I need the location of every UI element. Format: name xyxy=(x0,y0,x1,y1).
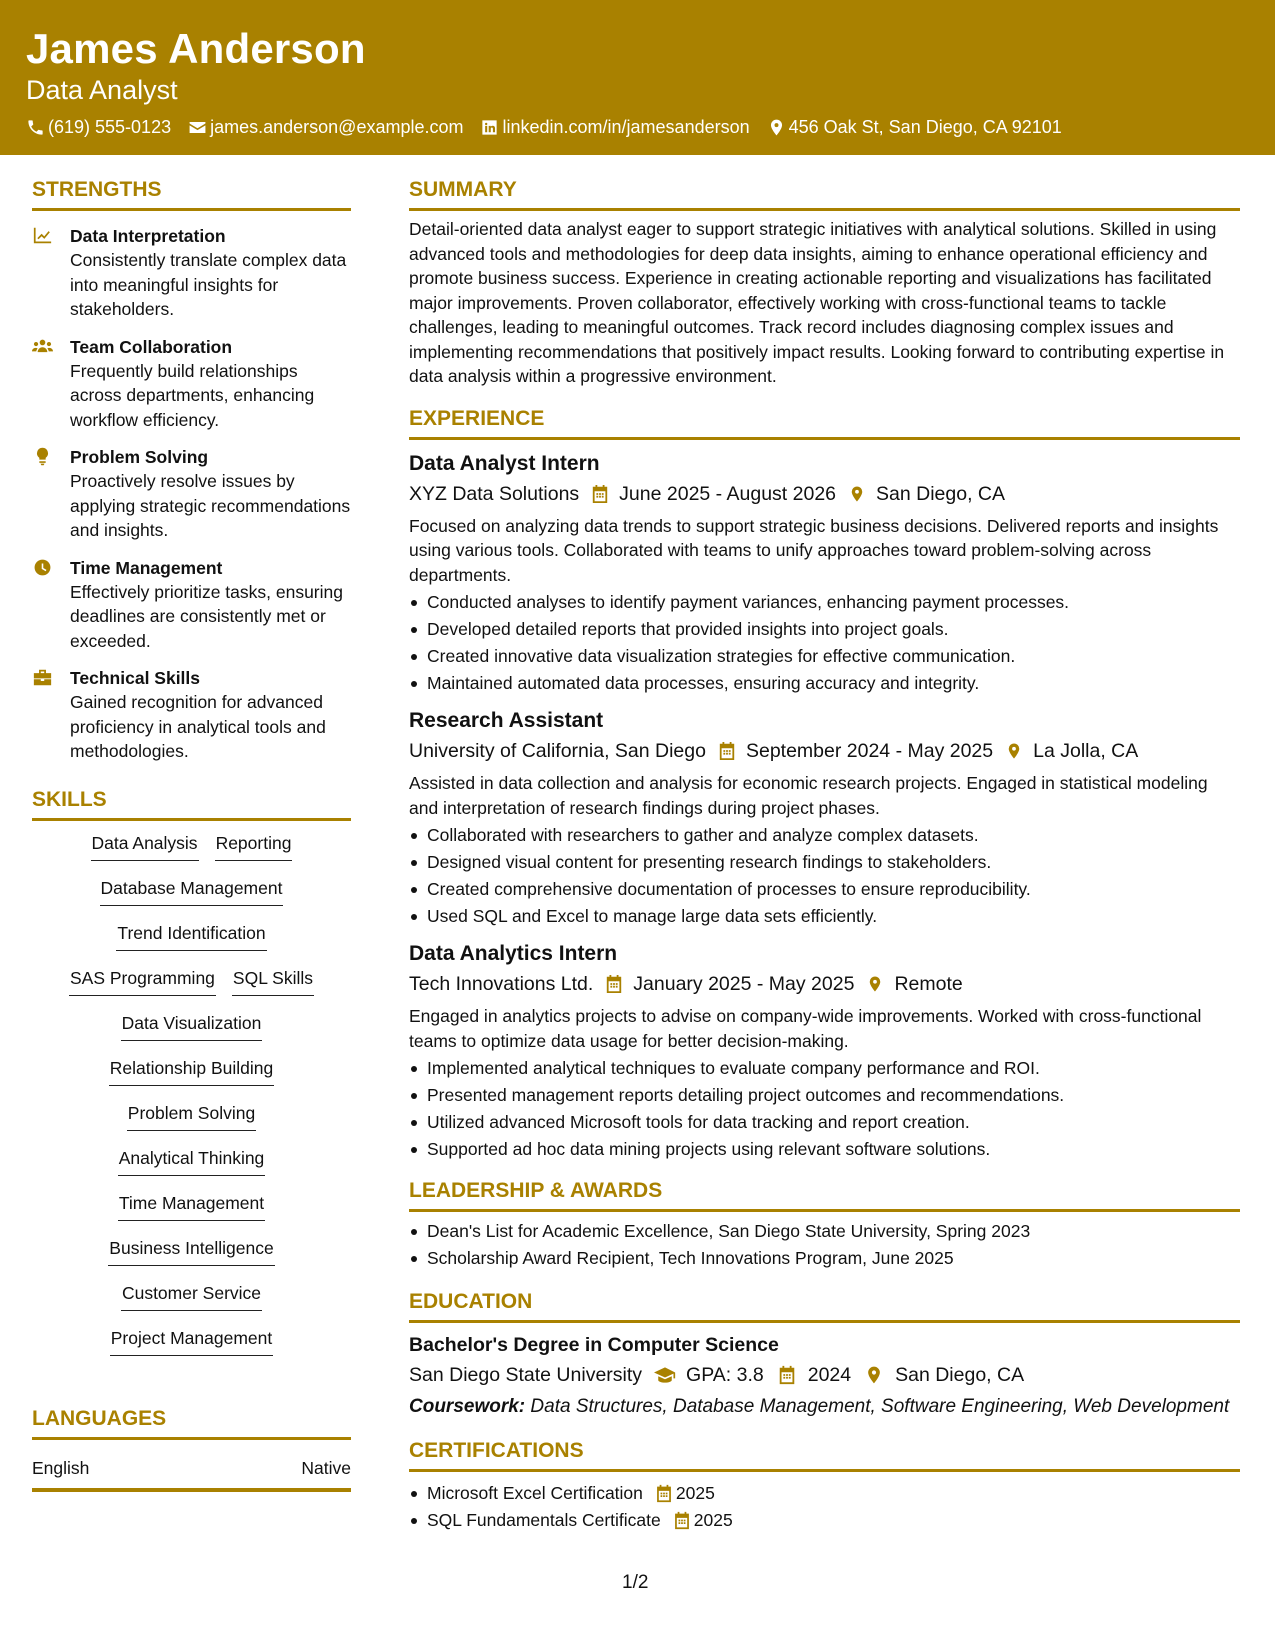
job-desc: Engaged in analytics projects to advise on company-wide improvements. Worked with cross-functional teams to optimize data usage for better decision-making. xyxy=(409,1006,1202,1051)
job-entry xyxy=(409,940,1240,1163)
list-item: Dean's List for Academic Excellence, San Diego State University, Spring 2023 xyxy=(409,1218,1240,1245)
cert-year: 2025 xyxy=(675,1483,715,1503)
strength-desc: Effectively prioritize tasks, ensuring deadlines are consistently met or exceeded. xyxy=(70,581,343,651)
strength-desc: Consistently translate complex data into meaningful insights for stakeholders. xyxy=(70,250,347,319)
education-location: San Diego, CA xyxy=(895,1364,1025,1386)
skill-tag: Relationship Building xyxy=(109,1056,274,1086)
list-item: Collaborated with researchers to gather and analyze complex datasets. xyxy=(409,822,1240,849)
experience-heading: EXPERIENCE xyxy=(409,405,1240,440)
cert-name: SQL Fundamentals Certificate xyxy=(427,1510,661,1530)
job-location: La Jolla, CA xyxy=(1033,740,1139,762)
list-item: Created comprehensive documentation of processes to ensure reproducibility. xyxy=(409,876,1240,903)
left-column xyxy=(32,176,351,1492)
gpa: GPA: 3.8 xyxy=(686,1364,764,1386)
list-item: Presented management reports detailing project outcomes and recommendations. xyxy=(409,1082,1240,1109)
skills-heading: SKILLS xyxy=(32,786,351,821)
job-entry xyxy=(409,707,1240,930)
contact-bar xyxy=(26,115,1249,139)
leadership-heading: LEADERSHIP & AWARDS xyxy=(409,1177,1240,1212)
job-role: Data Analyst Intern xyxy=(409,451,600,475)
contact-email[interactable] xyxy=(188,115,463,139)
strengths-heading: STRENGTHS xyxy=(32,176,351,211)
skill-tag: Business Intelligence xyxy=(108,1236,274,1266)
map-pin-icon xyxy=(863,1365,885,1385)
coursework-label: Coursework: xyxy=(409,1396,526,1417)
calendar-icon xyxy=(655,1484,673,1503)
graduation-cap-icon xyxy=(654,1365,676,1385)
address-text: 456 Oak St, San Diego, CA 92101 xyxy=(788,117,1062,137)
strength-desc: Frequently build relationships across departments, enhancing workflow efficiency. xyxy=(70,360,315,430)
job-location: San Diego, CA xyxy=(876,482,1006,505)
list-item: Conducted analyses to identify payment variances, enhancing payment processes. xyxy=(409,589,1240,616)
education-heading: EDUCATION xyxy=(409,1288,1240,1323)
list-item: Developed detailed reports that provided insights into project goals. xyxy=(409,616,1240,643)
job-dates: June 2025 - August 2026 xyxy=(619,482,837,505)
list-item: Scholarship Award Recipient, Tech Innovations Program, June 2025 xyxy=(409,1245,1240,1272)
job-location: Remote xyxy=(894,973,963,995)
strength-title: Team Collaboration xyxy=(70,336,233,357)
phone-icon xyxy=(26,118,45,137)
strength-title: Time Management xyxy=(70,557,223,578)
email-text[interactable]: james.anderson@example.com xyxy=(210,117,464,137)
strength-item xyxy=(32,335,351,433)
right-column xyxy=(409,176,1240,1534)
job-meta xyxy=(409,970,1240,998)
envelope-icon xyxy=(188,118,207,137)
job-entry xyxy=(409,450,1240,698)
toolbox-icon xyxy=(32,668,53,687)
calendar-icon xyxy=(776,1365,798,1385)
strength-item xyxy=(32,445,351,543)
job-role: Data Analytics Intern xyxy=(409,942,618,965)
skill-tag: Problem Solving xyxy=(127,1101,256,1131)
skill-tag: Trend Identification xyxy=(116,921,266,951)
map-pin-icon xyxy=(866,974,884,994)
job-role: Research Assistant xyxy=(409,709,604,732)
skill-tag: Project Management xyxy=(110,1326,273,1356)
skill-tag: Time Management xyxy=(118,1191,265,1221)
map-pin-icon xyxy=(848,484,866,504)
calendar-icon xyxy=(605,974,623,994)
skill-tag: Data Visualization xyxy=(121,1011,263,1041)
strength-desc: Proactively resolve issues by applying strategic recommendations and insights. xyxy=(70,471,351,540)
language-level: Native xyxy=(301,1457,351,1478)
job-desc: Assisted in data collection and analysis for economic research projects. Engaged in statistical modeling and interpretation of research findings during project phases. xyxy=(409,773,1208,818)
skill-tag: Database Management xyxy=(100,876,284,906)
list-item: Used SQL and Excel to manage large data sets efficiently. xyxy=(409,903,1240,930)
list-item: Created innovative data visualization strategies for effective communication. xyxy=(409,643,1240,670)
calendar-icon xyxy=(591,484,609,504)
language-name: English xyxy=(32,1457,90,1478)
job-dates: January 2025 - May 2025 xyxy=(633,973,855,995)
job-bullets xyxy=(409,822,1240,930)
skill-tag: Data Analysis xyxy=(91,831,199,861)
skill-tag: Analytical Thinking xyxy=(118,1146,266,1176)
candidate-name: James Anderson xyxy=(26,25,366,72)
chart-line-icon xyxy=(32,226,53,245)
contact-linkedin[interactable] xyxy=(480,115,749,139)
strength-item xyxy=(32,666,351,764)
coursework-text: Data Structures, Database Management, Software Engineering, Web Development xyxy=(530,1396,1230,1417)
job-bullets xyxy=(409,1055,1240,1163)
page-number: 1/2 xyxy=(622,1572,649,1593)
cert-year: 2025 xyxy=(693,1510,733,1530)
skill-tag: Customer Service xyxy=(121,1281,262,1311)
job-desc: Focused on analyzing data trends to support strategic business decisions. Delivered reports and insights using various tools. Collaborated with teams to unify approaches toward problem-solving across departments. xyxy=(409,515,1219,585)
list-item: Maintained automated data processes, ensuring accuracy and integrity. xyxy=(409,670,1240,697)
education-meta xyxy=(409,1361,1240,1389)
list-item: Designed visual content for presenting research findings to stakeholders. xyxy=(409,849,1240,876)
skill-tag: SAS Programming xyxy=(69,966,216,996)
job-company: Tech Innovations Ltd. xyxy=(409,973,594,995)
school-name: San Diego State University xyxy=(409,1364,643,1386)
certifications-heading: CERTIFICATIONS xyxy=(409,1437,1240,1472)
linkedin-text[interactable]: linkedin.com/in/jamesanderson xyxy=(502,117,750,137)
strength-desc: Gained recognition for advanced proficiency in analytical tools and methodologies. xyxy=(70,692,326,761)
summary-text: Detail-oriented data analyst eager to support strategic initiatives with analytical solutions. Skilled in using advanced tools and methodologies for deep data insights, aiming to enhance operational efficiency and promote business success. Experience in creating actionable reporting and visualizations has facilitated major improvements. Proven collaborator, effectively working with cross-functional teams to tackle challenges, leading to meaningful outcomes. Track record includes diagnosing complex issues and implementing recommendations that positively impact results. Looking forward to contributing expertise in data analysis within a progressive environment. xyxy=(409,219,1225,386)
certifications-list xyxy=(409,1480,1240,1534)
cert-name: Microsoft Excel Certification xyxy=(427,1483,643,1503)
strength-item xyxy=(32,556,351,654)
skill-tag: Reporting xyxy=(215,831,293,861)
phone-text: (619) 555-0123 xyxy=(48,117,172,137)
contact-phone xyxy=(26,115,171,139)
candidate-title: Data Analyst xyxy=(26,75,178,105)
list-item: Utilized advanced Microsoft tools for data tracking and report creation. xyxy=(409,1109,1240,1136)
clock-icon xyxy=(32,558,53,577)
lightbulb-icon xyxy=(32,447,53,466)
leadership-list xyxy=(409,1218,1240,1272)
strength-title: Technical Skills xyxy=(70,668,201,688)
coursework xyxy=(409,1395,1240,1419)
language-row xyxy=(32,1456,351,1492)
degree-title: Bachelor's Degree in Computer Science xyxy=(409,1334,779,1356)
job-company: University of California, San Diego xyxy=(409,740,706,762)
strength-item xyxy=(32,224,351,322)
strength-title: Problem Solving xyxy=(70,447,209,467)
summary-heading: SUMMARY xyxy=(409,176,1240,211)
job-meta xyxy=(409,737,1240,765)
job-dates: September 2024 - May 2025 xyxy=(745,740,994,762)
strength-title: Data Interpretation xyxy=(70,226,226,246)
skill-tag: SQL Skills xyxy=(232,966,314,996)
map-pin-icon xyxy=(1005,741,1023,761)
list-item: Implemented analytical techniques to evaluate company performance and ROI. xyxy=(409,1055,1240,1082)
job-meta xyxy=(409,480,1240,508)
job-company: XYZ Data Solutions xyxy=(409,482,580,505)
skills-list xyxy=(32,831,351,1371)
list-item xyxy=(409,1507,1240,1534)
linkedin-icon xyxy=(480,118,499,137)
resume-header xyxy=(0,0,1275,155)
languages-heading: LANGUAGES xyxy=(32,1405,351,1440)
users-icon xyxy=(32,337,53,356)
calendar-icon xyxy=(673,1511,691,1530)
map-pin-icon xyxy=(767,118,786,137)
calendar-icon xyxy=(718,741,736,761)
graduation-year: 2024 xyxy=(807,1364,852,1386)
contact-address xyxy=(767,115,1062,139)
list-item xyxy=(409,1480,1240,1507)
job-bullets xyxy=(409,589,1240,697)
list-item: Supported ad hoc data mining projects using relevant software solutions. xyxy=(409,1136,1240,1163)
